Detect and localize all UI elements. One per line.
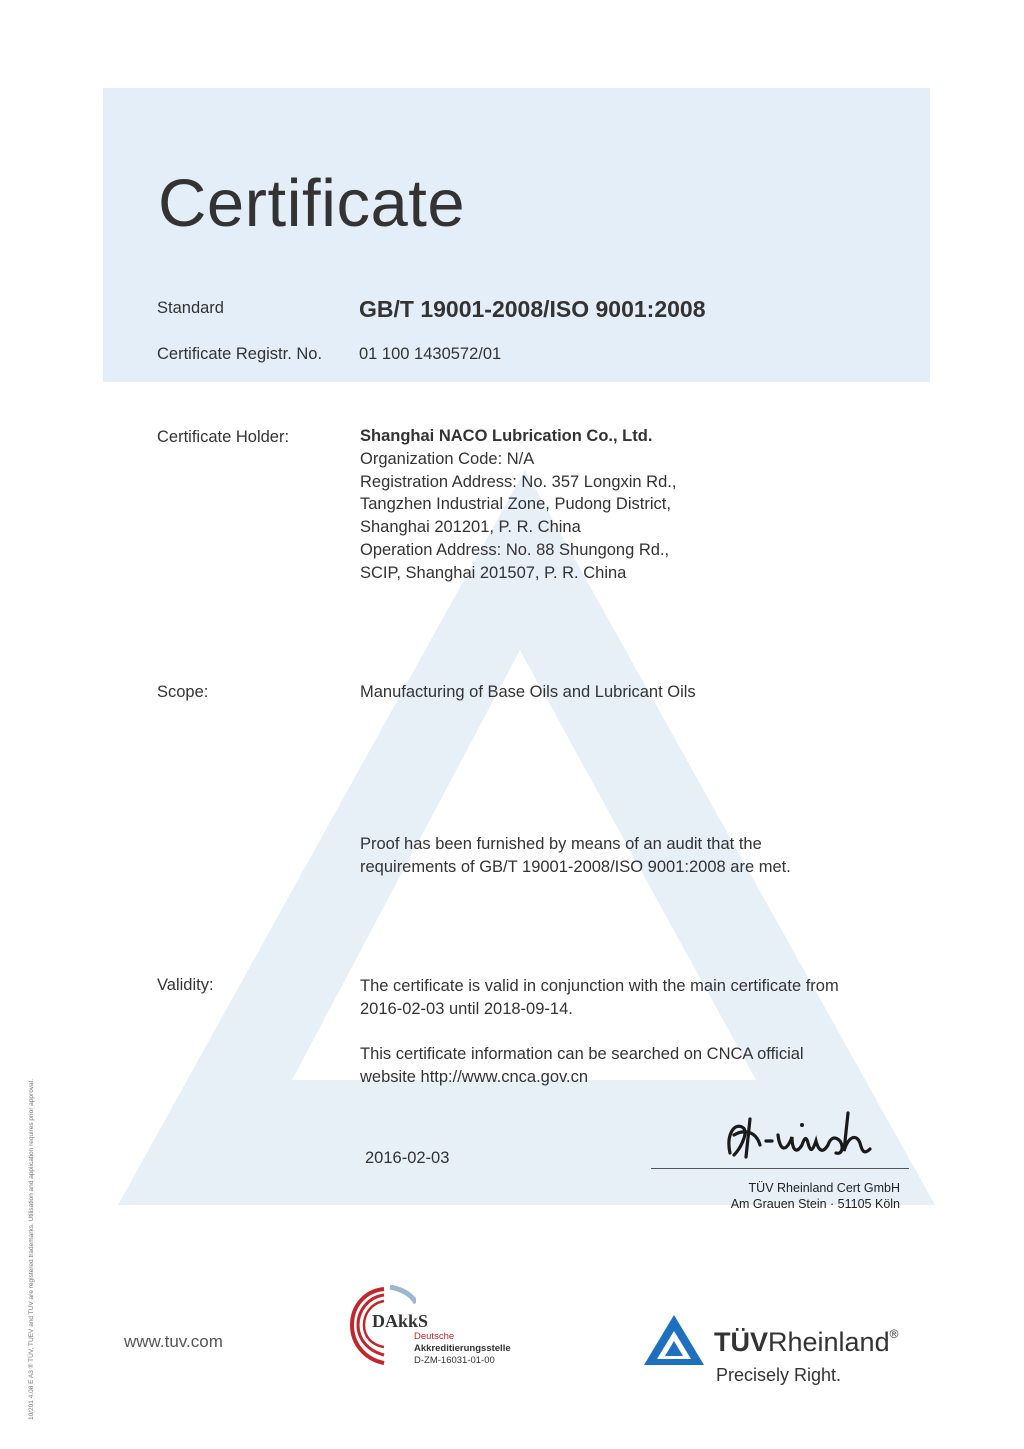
cnca-line: website http://www.cnca.gov.cn [360, 1067, 589, 1086]
signature [720, 1105, 910, 1165]
standard-label: Standard [157, 299, 224, 317]
certificate-title: Certificate [158, 166, 466, 241]
tuv-brand-light: Rheinland [768, 1327, 890, 1357]
proof-line: Proof has been furnished by means of an audit that the [360, 835, 762, 853]
proof-statement [360, 833, 791, 879]
cnca-statement [360, 1043, 804, 1089]
validity-line: The certificate is valid in conjunction with the main certificate from [360, 977, 839, 995]
dakks-accreditation-number: D-ZM-16031-01-00 [414, 1355, 495, 1366]
holder-line: Tangzhen Industrial Zone, Pudong District, [360, 495, 671, 514]
tuv-brand-reg: ® [889, 1327, 899, 1341]
holder-name: Shanghai NACO Lubrication Co., Ltd. [360, 427, 653, 445]
dakks-line1: Deutsche [414, 1331, 455, 1342]
validity-line: 2016-02-03 until 2018-09-14. [360, 999, 573, 1018]
tuv-logo-icon [643, 1314, 705, 1366]
tuv-brand-bold: TÜV [714, 1327, 768, 1357]
holder-details [360, 425, 676, 585]
issue-date: 2016-02-03 [365, 1149, 450, 1167]
holder-line: SCIP, Shanghai 201507, P. R. China [360, 563, 627, 582]
trademark-side-note: 10/201 4.08 E A3 ® TÜV, TUEV and TUV are registered trademarks. Utilisation and application requires prior approval. [28, 1079, 35, 1420]
validity-label: Validity: [157, 976, 214, 994]
registration-number: 01 100 1430572/01 [359, 345, 502, 363]
signature-line [651, 1168, 909, 1169]
dakks-line2: Akkreditierungsstelle [414, 1343, 511, 1354]
scope-value: Manufacturing of Base Oils and Lubricant Oils [360, 683, 696, 701]
dakks-logo-text: DAkkS [372, 1311, 429, 1331]
standard-value: GB/T 19001-2008/ISO 9001:2008 [359, 296, 706, 322]
holder-label: Certificate Holder: [157, 428, 290, 446]
cnca-line: This certificate information can be searched on CNCA official [360, 1045, 804, 1063]
validity-statement [360, 975, 839, 1021]
tuv-brand [714, 1327, 898, 1358]
registration-label: Certificate Registr. No. [157, 345, 323, 363]
issuer-name: TÜV Rheinland Cert GmbH [748, 1181, 900, 1195]
tuv-tagline: Precisely Right. [716, 1365, 842, 1385]
holder-line: Shanghai 201201, P. R. China [360, 518, 581, 537]
tuv-website[interactable]: www.tuv.com [124, 1332, 223, 1351]
holder-line: Registration Address: No. 357 Longxin Rd., [360, 472, 677, 491]
issuer-address: Am Grauen Stein · 51105 Köln [730, 1197, 900, 1211]
holder-line: Operation Address: No. 88 Shungong Rd., [360, 540, 670, 559]
scope-label: Scope: [157, 683, 209, 701]
holder-line: Organization Code: N/A [360, 449, 535, 468]
proof-line: requirements of GB/T 19001-2008/ISO 9001:2008 are met. [360, 857, 791, 876]
